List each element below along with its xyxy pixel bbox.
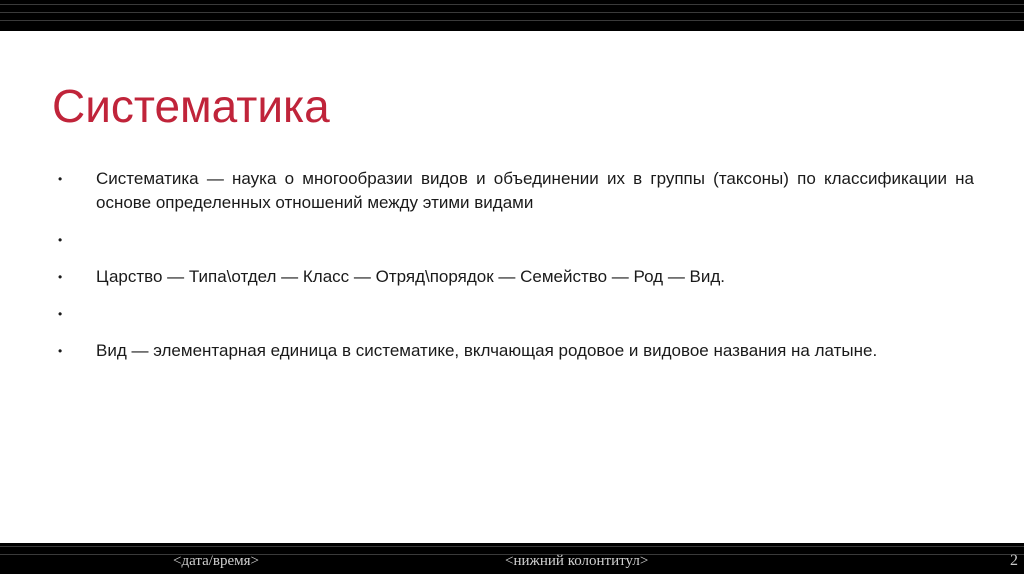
bullet-item bbox=[58, 265, 974, 289]
bullet-text: Вид — элементарная единица в систематике, вклчающая родовое и видовое названия на латыне. bbox=[96, 341, 878, 360]
bullet-marker: • bbox=[58, 307, 63, 321]
bullet-text: Царство — Типа\отдел — Класс — Отряд\порядок — Семейство — Род — Вид. bbox=[96, 267, 726, 286]
footer-bar bbox=[0, 543, 1024, 574]
slide-number: 2 bbox=[1010, 552, 1018, 569]
footer-date: <дата/время> bbox=[173, 553, 260, 569]
header-stripe bbox=[0, 4, 1024, 5]
bullet-item-empty bbox=[58, 302, 974, 326]
top-header-bar bbox=[0, 0, 1024, 31]
footer-center-text: <нижний колонтитул> bbox=[505, 553, 649, 569]
bullet-marker: • bbox=[58, 233, 63, 247]
bullet-marker: • bbox=[58, 270, 63, 284]
bullet-marker: • bbox=[58, 344, 63, 358]
header-stripe bbox=[0, 12, 1024, 13]
bullet-list bbox=[58, 167, 974, 363]
header-stripe bbox=[0, 20, 1024, 21]
bullet-marker: • bbox=[58, 172, 63, 186]
bullet-text: Систематика — наука о многообразии видов и объединении их в группы (таксоны) по классификации на основе определенных отношений между этими видами bbox=[96, 169, 974, 212]
bullet-item bbox=[58, 167, 974, 215]
bullet-item bbox=[58, 339, 974, 363]
footer-stripe bbox=[0, 546, 1024, 547]
slide-title: Систематика bbox=[52, 80, 330, 132]
bullet-item-empty bbox=[58, 228, 974, 252]
